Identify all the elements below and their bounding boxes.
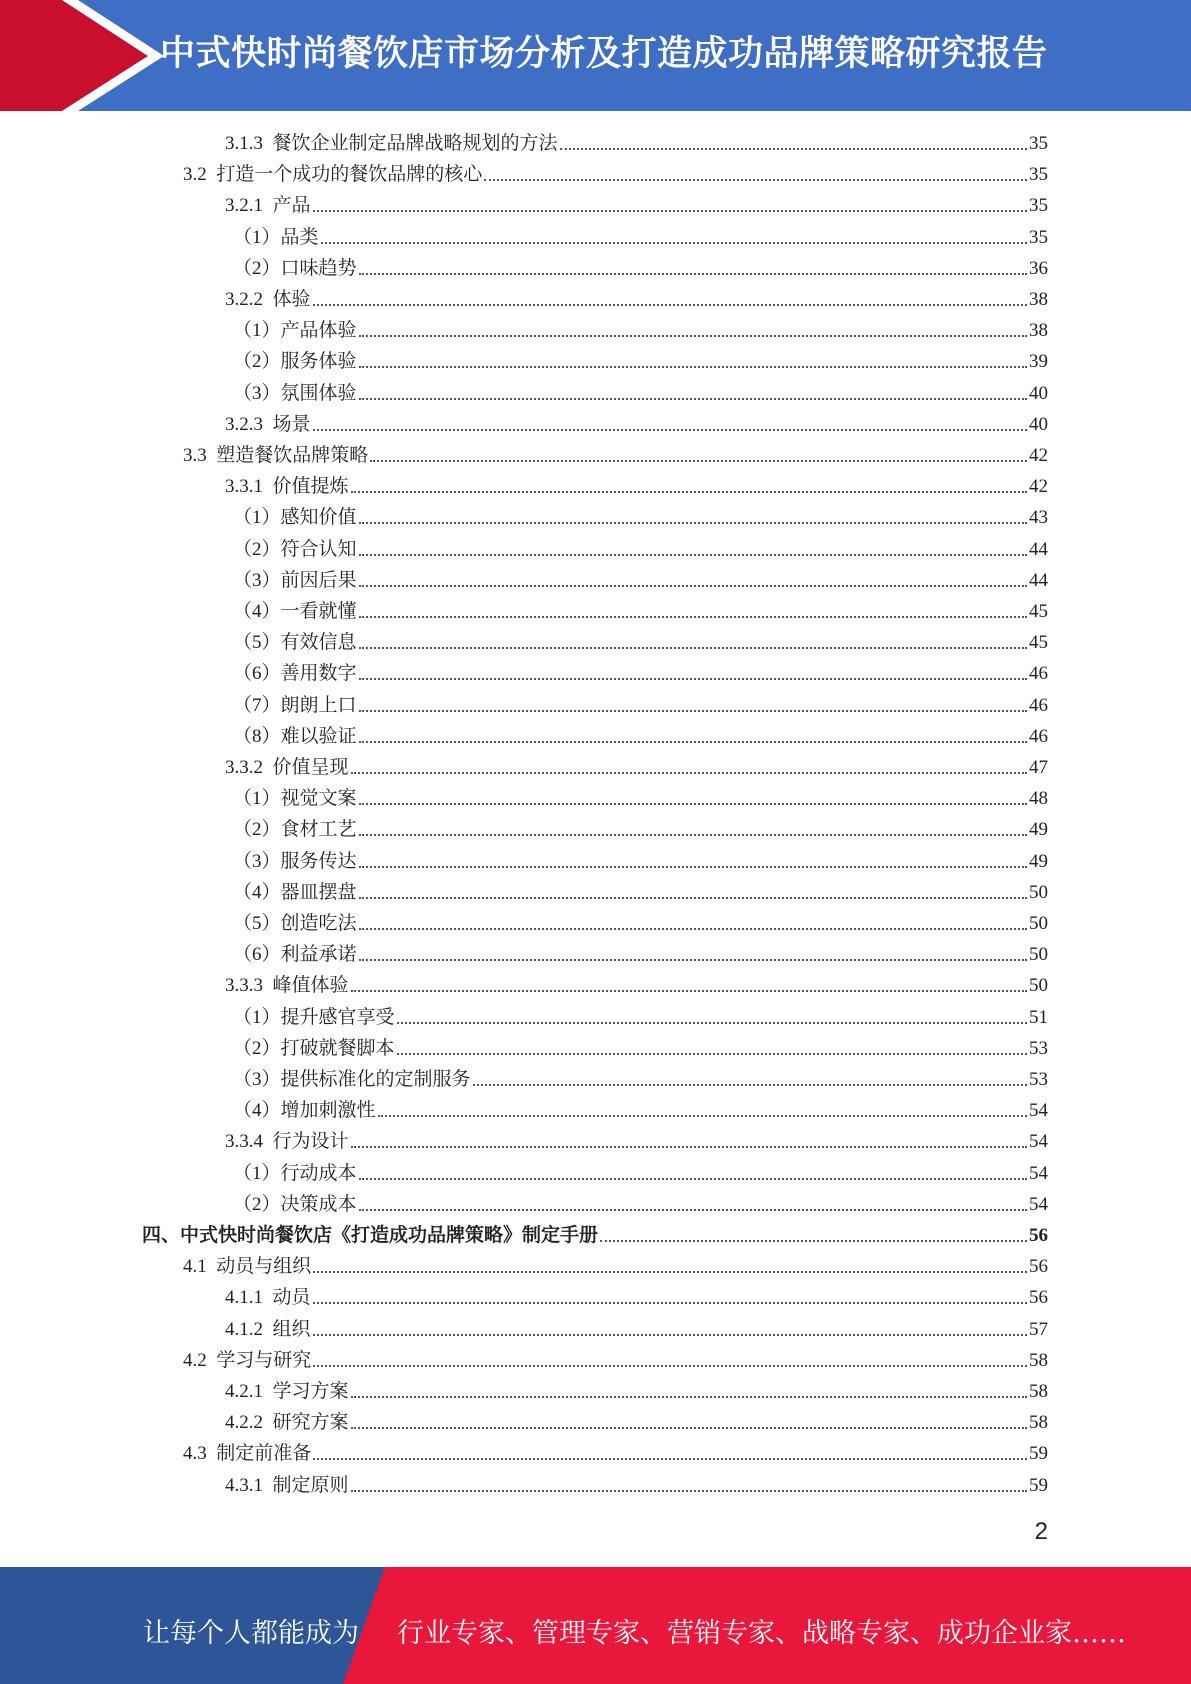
toc-entry[interactable] <box>225 187 1048 218</box>
report-title: 中式快时尚餐饮店市场分析及打造成功品牌策略研究报告 <box>160 34 1048 74</box>
toc-entry-page: 49 <box>1029 819 1048 841</box>
toc-entry[interactable] <box>233 1186 1048 1217</box>
toc-dot-leader <box>351 772 1027 774</box>
toc-dot-leader <box>378 1115 1027 1117</box>
toc-dot-leader <box>484 179 1027 181</box>
toc-entry-title: （4）一看就懂 <box>233 601 357 622</box>
toc-entry-page: 44 <box>1029 569 1048 591</box>
toc-entry[interactable] <box>233 1030 1048 1061</box>
toc-entry-title: （6）善用数字 <box>233 663 357 685</box>
toc-entry-page: 42 <box>1029 445 1048 466</box>
toc-entry-title: 3.2.3 场景 <box>225 413 311 435</box>
toc-entry-page: 45 <box>1029 632 1048 654</box>
toc-dot-leader <box>370 460 1027 462</box>
toc-entry[interactable] <box>233 375 1048 406</box>
toc-dot-leader <box>359 678 1027 680</box>
toc-dot-leader <box>359 803 1027 805</box>
toc-dot-leader <box>359 585 1027 587</box>
toc-entry-title: （2）符合认知 <box>233 538 357 560</box>
toc-entry-title: 3.2.1 产品 <box>225 195 311 217</box>
toc-dot-leader <box>313 304 1027 306</box>
toc-dot-leader <box>397 1022 1027 1024</box>
toc-entry-page: 35 <box>1029 226 1048 248</box>
toc-entry-title: （2）打破就餐脚本 <box>233 1037 395 1059</box>
toc-entry[interactable] <box>233 1092 1048 1123</box>
toc-entry[interactable] <box>183 1435 1048 1466</box>
toc-entry-page: 40 <box>1029 413 1048 435</box>
toc-entry-title: 3.3.1 价值提炼 <box>225 476 349 498</box>
toc-entry-title: 3.2 打造一个成功的餐饮品牌的核心 <box>183 164 483 186</box>
toc-entry-page: 51 <box>1029 1006 1048 1028</box>
toc-entry[interactable] <box>225 468 1048 499</box>
toc-dot-leader <box>351 1146 1027 1148</box>
toc-entry-title: 3.1.3 餐饮企业制定品牌战略规划的方法 <box>225 133 558 154</box>
toc-entry[interactable] <box>233 718 1048 749</box>
toc-dot-leader <box>313 1302 1027 1304</box>
toc-entry[interactable] <box>183 1248 1048 1279</box>
toc-entry-title: （1）视觉文案 <box>233 788 357 810</box>
toc-entry-title: 四、中式快时尚餐饮店《打造成功品牌策略》制定手册 <box>142 1225 599 1246</box>
toc-dot-leader <box>313 1365 1027 1367</box>
toc-entry-title: 4.2.1 学习方案 <box>225 1381 349 1402</box>
toc-entry[interactable] <box>233 219 1048 250</box>
toc-entry[interactable] <box>233 936 1048 967</box>
toc-entry-title: （3）提供标准化的定制服务 <box>233 1069 471 1090</box>
toc-entry-page: 56 <box>1029 1287 1048 1309</box>
toc-entry-page: 57 <box>1029 1318 1048 1340</box>
toc-dot-leader <box>313 210 1027 212</box>
toc-entry-title: （5）创造吃法 <box>233 913 357 934</box>
toc-entry[interactable] <box>233 811 1048 842</box>
toc-entry[interactable] <box>233 905 1048 936</box>
toc-dot-leader <box>359 554 1027 556</box>
toc-entry[interactable] <box>225 281 1048 312</box>
toc-dot-leader <box>321 242 1027 244</box>
toc-entry-title: 4.3 制定前准备 <box>183 1443 312 1465</box>
toc-entry-title: （2）口味趋势 <box>233 257 357 279</box>
toc-entry-page: 50 <box>1029 913 1048 934</box>
toc-entry[interactable] <box>233 312 1048 343</box>
toc-entry[interactable] <box>142 1217 1048 1248</box>
toc-entry[interactable] <box>233 687 1048 718</box>
toc-entry-page: 38 <box>1029 289 1048 310</box>
toc-entry[interactable] <box>225 1279 1048 1310</box>
toc-entry-page: 47 <box>1029 757 1048 778</box>
toc-entry[interactable] <box>225 1123 1048 1154</box>
toc-entry[interactable] <box>233 593 1048 624</box>
toc-entry[interactable] <box>183 1342 1048 1373</box>
toc-dot-leader <box>359 398 1027 400</box>
toc-entry[interactable] <box>233 624 1048 655</box>
toc-entry[interactable] <box>225 1404 1048 1435</box>
toc-dot-leader <box>359 366 1027 368</box>
toc-entry[interactable] <box>233 780 1048 811</box>
toc-entry-title: 4.1.2 组织 <box>225 1318 311 1340</box>
toc-entry-page: 56 <box>1029 1256 1048 1278</box>
toc-entry-title: 3.3.3 峰值体验 <box>225 975 349 997</box>
toc-entry-page: 35 <box>1029 195 1048 217</box>
toc-entry-title: 3.2.2 体验 <box>225 289 311 310</box>
toc-dot-leader <box>359 834 1027 836</box>
toc-entry[interactable] <box>225 749 1048 780</box>
toc-entry[interactable] <box>225 1311 1048 1342</box>
toc-dot-leader <box>351 1490 1027 1492</box>
page-footer <box>0 1567 1191 1684</box>
toc-dot-leader <box>359 616 1027 618</box>
toc-entry-page: 49 <box>1029 850 1048 872</box>
footer-slogan-left: 让每个人都能成为 <box>143 1618 359 1649</box>
toc-entry-title: （5）有效信息 <box>233 632 357 654</box>
toc-entry[interactable] <box>233 499 1048 530</box>
toc-entry-page: 35 <box>1029 133 1048 154</box>
toc-entry[interactable] <box>233 1155 1048 1186</box>
toc-entry-page: 39 <box>1029 351 1048 373</box>
toc-entry[interactable] <box>225 406 1048 437</box>
toc-dot-leader <box>359 866 1027 868</box>
toc-dot-leader <box>351 990 1027 992</box>
toc-entry-title: （2）食材工艺 <box>233 819 357 841</box>
toc-entry-page: 50 <box>1029 881 1048 903</box>
toc-dot-leader <box>359 1178 1027 1180</box>
page-number: 2 <box>1034 1518 1048 1545</box>
toc-entry[interactable] <box>183 156 1048 187</box>
toc-entry-page: 54 <box>1029 1162 1048 1184</box>
toc-entry-title: （6）利益承诺 <box>233 944 357 966</box>
toc-entry-title: （3）前因后果 <box>233 569 357 591</box>
toc-entry-title: （3）服务传达 <box>233 850 357 872</box>
toc-entry[interactable] <box>233 655 1048 686</box>
toc-entry-title: 4.1.1 动员 <box>225 1287 311 1309</box>
toc-entry-page: 46 <box>1029 725 1048 747</box>
toc-entry-page: 46 <box>1029 694 1048 716</box>
toc-entry-page: 50 <box>1029 944 1048 966</box>
toc-entry-page: 40 <box>1029 382 1048 404</box>
toc-dot-leader <box>351 491 1027 493</box>
toc-entry[interactable] <box>225 1467 1048 1498</box>
toc-entry-page: 42 <box>1029 476 1048 498</box>
toc-dot-leader <box>560 148 1027 150</box>
toc-entry-title: （3）氛围体验 <box>233 382 357 404</box>
toc-dot-leader <box>351 1427 1027 1429</box>
toc-dot-leader <box>359 1209 1027 1211</box>
toc-entry-page: 58 <box>1029 1381 1048 1402</box>
toc-entry-title: 4.3.1 制定原则 <box>225 1474 349 1496</box>
toc-dot-leader <box>359 959 1027 961</box>
toc-entry[interactable] <box>233 343 1048 374</box>
toc-dot-leader <box>359 741 1027 743</box>
toc-dot-leader <box>351 1396 1027 1398</box>
toc-entry-page: 48 <box>1029 788 1048 810</box>
toc-entry-page: 43 <box>1029 507 1048 529</box>
toc-entry-title: （2）决策成本 <box>233 1193 357 1215</box>
toc-entry[interactable] <box>225 125 1048 156</box>
toc-entry-title: 4.2 学习与研究 <box>183 1349 312 1371</box>
toc-entry[interactable] <box>233 874 1048 905</box>
toc-entry-page: 44 <box>1029 538 1048 560</box>
toc-entry-page: 54 <box>1029 1100 1048 1122</box>
toc-dot-leader <box>313 1458 1027 1460</box>
toc-dot-leader <box>397 1053 1027 1055</box>
toc-dot-leader <box>473 1084 1027 1086</box>
toc-entry[interactable] <box>233 843 1048 874</box>
toc-entry-title: （1）提升感官享受 <box>233 1006 395 1028</box>
toc-entry-page: 36 <box>1029 257 1048 279</box>
page-header <box>0 0 1191 111</box>
toc-dot-leader <box>359 710 1027 712</box>
toc-entry-page: 54 <box>1029 1131 1048 1153</box>
toc-entry-page: 53 <box>1029 1037 1048 1059</box>
toc-entry[interactable] <box>225 1373 1048 1404</box>
toc-dot-leader <box>313 1334 1027 1336</box>
footer-slogan-right: 行业专家、管理专家、营销专家、战略专家、成功企业家…… <box>397 1618 1126 1649</box>
toc-entry-title: （1）品类 <box>233 226 319 248</box>
toc-entry-page: 58 <box>1029 1349 1048 1371</box>
toc-dot-leader <box>600 1240 1027 1242</box>
toc-entry-title: 3.3.4 行为设计 <box>225 1131 349 1153</box>
toc-dot-leader <box>359 647 1027 649</box>
toc-entry-page: 58 <box>1029 1412 1048 1434</box>
toc-entry-page: 54 <box>1029 1193 1048 1215</box>
toc-entry-title: （7）朗朗上口 <box>233 694 357 716</box>
toc-entry[interactable] <box>233 999 1048 1030</box>
toc-entry-title: （4）增加刺激性 <box>233 1100 376 1122</box>
toc-entry[interactable] <box>233 250 1048 281</box>
toc-entry-title: （8）难以验证 <box>233 725 357 747</box>
toc-entry-title: 4.1 动员与组织 <box>183 1256 312 1278</box>
toc-entry-title: （1）产品体验 <box>233 320 357 342</box>
toc-dot-leader <box>359 522 1027 524</box>
toc-entry[interactable] <box>225 967 1048 998</box>
toc-entry-title: （1）感知价值 <box>233 507 357 529</box>
toc-entry-title: （4）器皿摆盘 <box>233 881 357 903</box>
toc-entry-title: 4.2.2 研究方案 <box>225 1412 349 1434</box>
toc-entry-page: 50 <box>1029 975 1048 997</box>
toc-entry[interactable] <box>233 562 1048 593</box>
toc-entry-title: 3.3 塑造餐饮品牌策略 <box>183 445 369 466</box>
toc-dot-leader <box>359 335 1027 337</box>
toc-dot-leader <box>313 429 1027 431</box>
toc-dot-leader <box>359 897 1027 899</box>
toc-entry-page: 45 <box>1029 601 1048 622</box>
toc-entry[interactable] <box>233 531 1048 562</box>
toc-entry-page: 59 <box>1029 1443 1048 1465</box>
toc-dot-leader <box>359 928 1027 930</box>
toc-dot-leader <box>313 1271 1027 1273</box>
toc-entry-page: 35 <box>1029 164 1048 186</box>
toc-entry-page: 38 <box>1029 320 1048 342</box>
toc-entry[interactable] <box>233 1061 1048 1092</box>
toc-entry-page: 53 <box>1029 1069 1048 1090</box>
toc-entry-title: 3.3.2 价值呈现 <box>225 757 349 778</box>
toc-entry-page: 56 <box>1029 1225 1048 1246</box>
toc-entry[interactable] <box>183 437 1048 468</box>
toc-dot-leader <box>359 273 1027 275</box>
toc-entry-page: 59 <box>1029 1474 1048 1496</box>
toc-entry-title: （2）服务体验 <box>233 351 357 373</box>
toc-entry-page: 46 <box>1029 663 1048 685</box>
toc-entry-title: （1）行动成本 <box>233 1162 357 1184</box>
